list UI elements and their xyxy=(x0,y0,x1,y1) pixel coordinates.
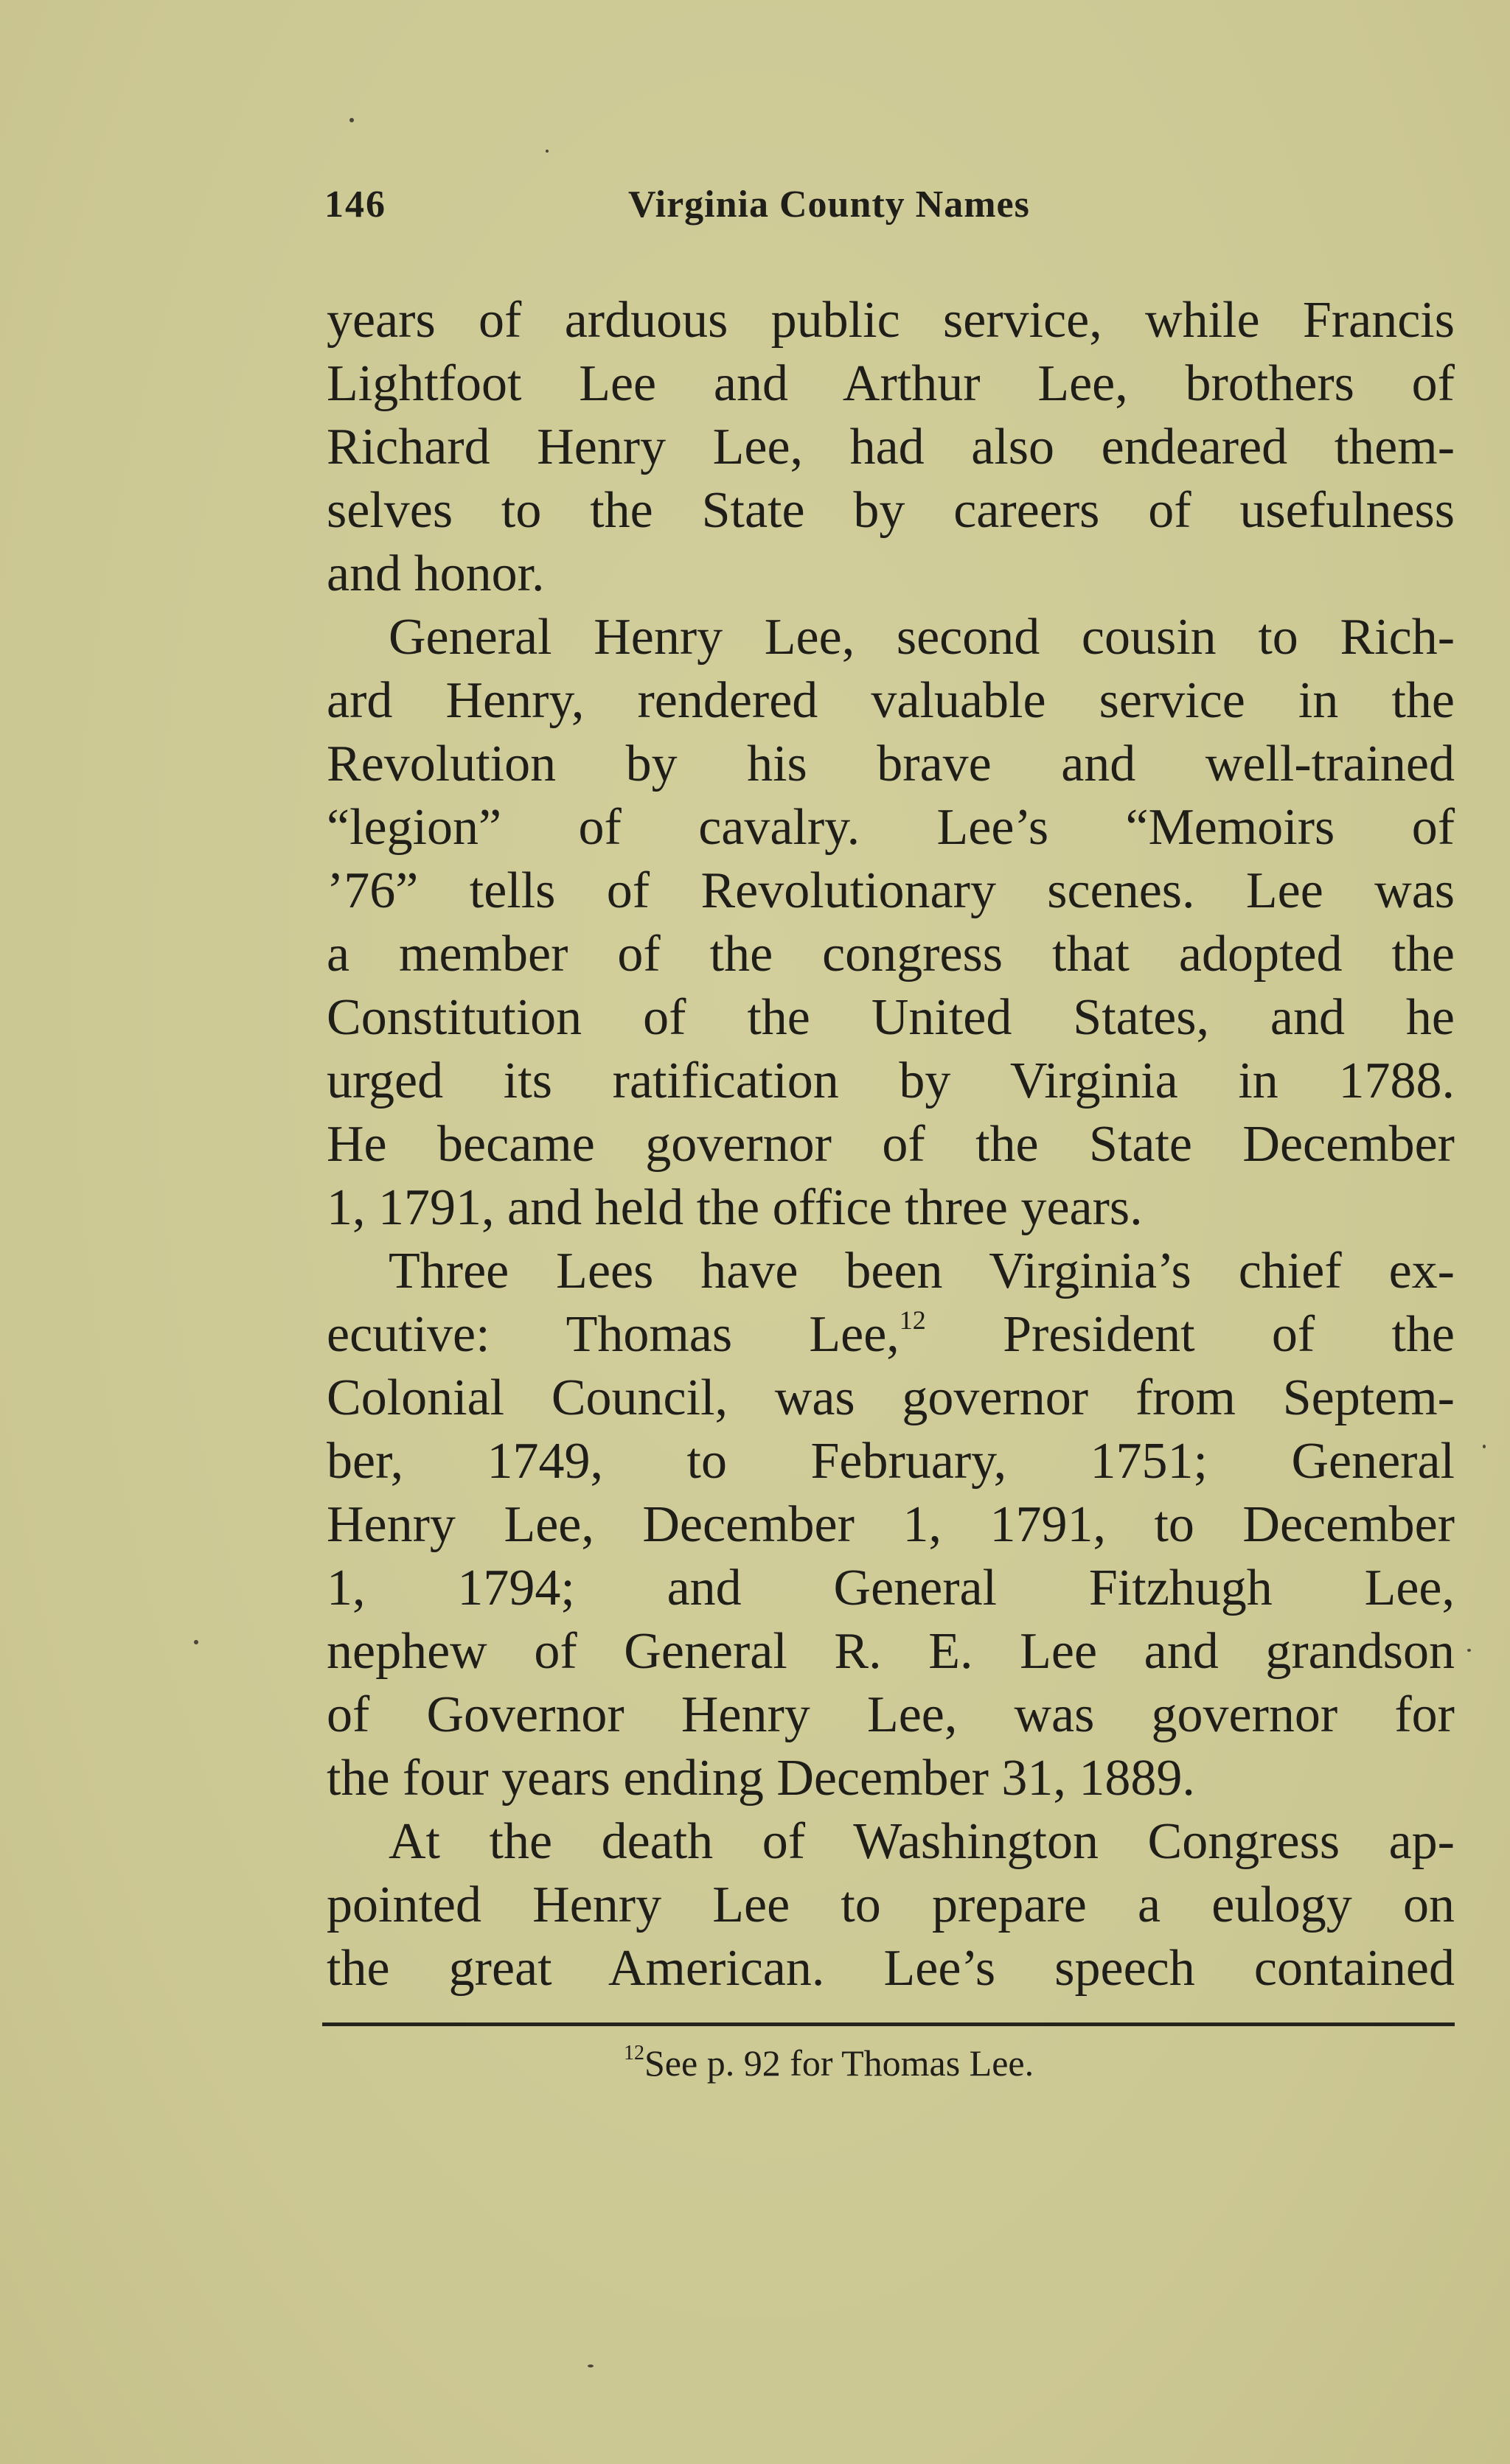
text-line: ard Henry, rendered valuable service in the xyxy=(327,672,1455,729)
text-line: of Governor Henry Lee, was governor for xyxy=(327,1686,1455,1743)
text-line: Three Lees have been Virginia’s chief ex- xyxy=(389,1243,1455,1299)
paper-speck xyxy=(546,150,549,153)
text-line: nephew of General R. E. Lee and grandson xyxy=(327,1623,1455,1680)
text-line: Lightfoot Lee and Arthur Lee, brothers of xyxy=(327,355,1455,412)
paper-speck xyxy=(349,118,354,122)
text-line: 1, 1791, and held the office three years. xyxy=(327,1179,1143,1236)
paper-speck xyxy=(1483,1445,1486,1448)
text-line: Richard Henry Lee, had also endeared them- xyxy=(327,419,1455,475)
text-line: ’76” tells of Revolutionary scenes. Lee was xyxy=(327,862,1455,919)
text-line: the great American. Lee’s speech contained xyxy=(327,1940,1455,1997)
text-line: the four years ending December 31, 1889. xyxy=(327,1750,1195,1807)
text-fragment: ecutive: Thomas Lee, xyxy=(327,1306,900,1363)
text-line: years of arduous public service, while Francis xyxy=(327,292,1455,349)
footnote-divider xyxy=(322,2022,1455,2026)
text-fragment: President of the xyxy=(1003,1306,1455,1363)
page-number: 146 xyxy=(324,184,386,226)
text-line: urged its ratification by Virginia in 1788. xyxy=(327,1053,1455,1109)
text-line: Henry Lee, December 1, 1791, to December xyxy=(327,1496,1455,1553)
text-line: and honor. xyxy=(327,545,545,602)
text-line: “legion” of cavalry. Lee’s “Memoirs of xyxy=(327,799,1455,856)
footnote-text: See p. 92 for Thomas Lee. xyxy=(644,2042,1034,2084)
paper-speck xyxy=(588,2364,594,2367)
text-line: 1, 1794; and General Fitzhugh Lee, xyxy=(327,1560,1455,1616)
footnote-marker: 12 xyxy=(624,2042,644,2065)
text-line: Constitution of the United States, and he xyxy=(327,989,1455,1046)
text-line: At the death of Washington Congress ap- xyxy=(389,1813,1455,1870)
paper-speck xyxy=(194,1640,198,1644)
text-line: General Henry Lee, second cousin to Rich- xyxy=(389,609,1455,666)
text-line-with-footnote xyxy=(327,1303,1455,1367)
text-line: He became governor of the State December xyxy=(327,1116,1455,1173)
paper-speck xyxy=(1467,1649,1471,1652)
footnote-reference: 12 xyxy=(899,1305,926,1335)
footnote xyxy=(624,2042,1034,2084)
text-line: a member of the congress that adopted the xyxy=(327,926,1455,983)
page-header xyxy=(324,183,1158,234)
text-line: ber, 1749, to February, 1751; General xyxy=(327,1433,1455,1490)
text-line: selves to the State by careers of usefulness xyxy=(327,482,1455,539)
body-text xyxy=(327,289,1455,2000)
text-line: Colonial Council, was governor from Septem- xyxy=(327,1369,1455,1426)
text-line: Revolution by his brave and well-trained xyxy=(327,736,1455,792)
running-title: Virginia County Names xyxy=(628,184,1030,226)
text-line: pointed Henry Lee to prepare a eulogy on xyxy=(327,1877,1455,1933)
